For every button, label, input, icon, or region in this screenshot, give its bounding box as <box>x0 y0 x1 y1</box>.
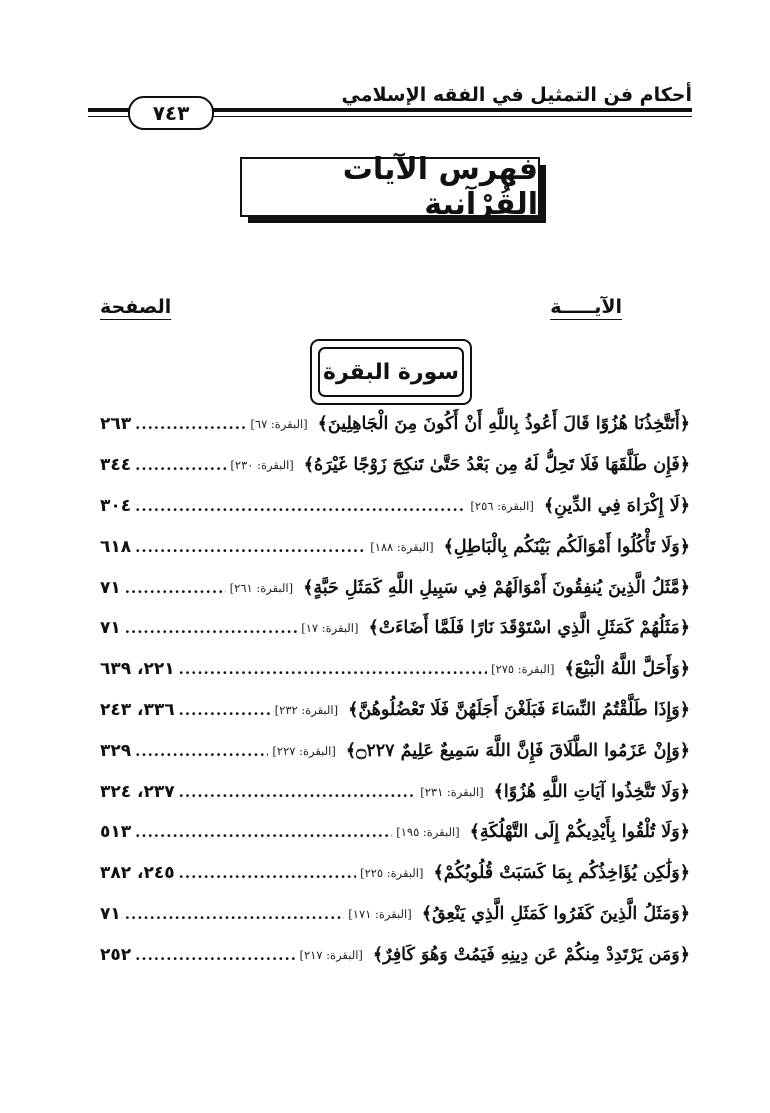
leader-dots <box>135 538 366 556</box>
verse-text: ﴿وَإِنْ عَزَمُوا الطَّلَاقَ فَإِنَّ اللَّهَ سَمِيعٌ عَلِيمٌ ۝٢٢٧﴾ <box>345 740 690 761</box>
leader-dots <box>135 946 295 964</box>
index-entry <box>100 567 690 608</box>
verse-reference: [البقرة: ١٨٨] <box>370 539 434 554</box>
index-entry <box>100 812 690 853</box>
verse-column-header: الآيـــــة <box>550 296 622 318</box>
leader-dots <box>125 905 345 923</box>
verse-text: ﴿لَا إِكْرَاهَ فِي الدِّينِ﴾ <box>543 495 690 516</box>
verse-reference: [البقرة: ٢٦١] <box>229 580 294 595</box>
leader-dots <box>135 497 466 515</box>
page-refs: ٢٦٣ <box>100 414 132 435</box>
index-title: فهرس الآيات القُرْآنية <box>342 152 538 222</box>
leader-dots <box>135 456 226 474</box>
verse-reference: [البقرة: ٢٢٧] <box>272 743 336 758</box>
verse-text: ﴿أَتَتَّخِذُنَا هُزُوًا قَالَ أَعُوذُ بِاللَّهِ أَنْ أَكُونَ مِنَ الْجَاهِلِينَ﴾ <box>317 414 690 435</box>
verse-text: ﴿وَمَثَلُ الَّذِينَ كَفَرُوا كَمَثَلِ الَّذِي يَنْعِقُ﴾ <box>421 903 690 924</box>
verse-text: ﴿وَمَن يَرْتَدِدْ مِنكُمْ عَن دِينِهِ فَيَمُتْ وَهُوَ كَافِرٌ﴾ <box>372 944 690 965</box>
leader-dots <box>179 783 417 801</box>
page-number: ٧٤٣ <box>128 96 214 130</box>
surah-heading: سورة البقرة <box>318 347 464 397</box>
verse-text: ﴿فَإِن طَلَّقَهَا فَلَا تَحِلُّ لَهُ مِن بَعْدُ حَتَّىٰ تَنكِحَ زَوْجًا غَيْرَهُ﴾ <box>303 455 690 476</box>
index-entry <box>100 526 690 567</box>
book-title: أحكام فن التمثيل في الفقه الإسلامي <box>341 84 692 106</box>
page-refs: ٥١٣ <box>100 822 132 843</box>
page-refs: ٢٤٥، ٣٨٢ <box>100 863 175 884</box>
verse-reference: [البقرة: ٢٥٦] <box>470 498 534 513</box>
index-entry <box>100 934 690 975</box>
index-entry <box>100 608 690 649</box>
verse-text: ﴿وَإِذَا طَلَّقْتُمُ النِّسَاءَ فَبَلَغْنَ أَجَلَهُنَّ فَلَا تَعْضُلُوهُنَّ﴾ <box>348 699 690 720</box>
page-refs: ٢٢١، ٦٣٩ <box>100 659 175 680</box>
leader-dots <box>125 579 226 597</box>
verse-text: ﴿مَثَلُهُمْ كَمَثَلِ الَّذِي اسْتَوْقَدَ نَارًا فَلَمَّا أَضَاءَتْ﴾ <box>368 618 690 639</box>
verse-reference: [البقرة: ٢٣١] <box>420 784 484 799</box>
leader-dots <box>179 660 487 678</box>
verse-text: ﴿وَلَٰكِن يُؤَاخِذُكُم بِمَا كَسَبَتْ قُلُوبُكُمْ﴾ <box>433 863 690 884</box>
page-refs: ٢٥٢ <box>100 944 132 965</box>
index-entry <box>100 445 690 486</box>
page-refs: ٣٢٩ <box>100 740 132 761</box>
verse-reference: [البقرة: ٦٧] <box>250 417 308 432</box>
page-refs: ٣٠٤ <box>100 495 132 516</box>
page-refs: ٦١٨ <box>100 536 132 557</box>
page-refs: ٧١ <box>100 577 121 598</box>
verse-reference: [البقرة: ١٧١] <box>348 906 412 921</box>
surah-heading-frame <box>310 339 472 405</box>
leader-dots <box>135 823 392 841</box>
verse-reference: [البقرة: ٢٣٠] <box>230 458 294 473</box>
index-entry <box>100 649 690 690</box>
leader-dots <box>179 864 356 882</box>
verse-reference: [البقرة: ٢٧٥] <box>491 662 555 677</box>
index-title-box <box>240 152 540 222</box>
page-refs: ٧١ <box>100 903 121 924</box>
leader-dots <box>125 619 297 637</box>
verse-text: ﴿وَلَا تَأْكُلُوا أَمْوَالَكُم بَيْنَكُم بِالْبَاطِلِ﴾ <box>443 536 690 557</box>
verse-reference: [البقرة: ٢١٧] <box>299 947 363 962</box>
page-refs: ٣٤٤ <box>100 455 132 476</box>
page-refs: ٧١ <box>100 618 121 639</box>
index-entry <box>100 894 690 935</box>
index-entry <box>100 690 690 731</box>
leader-dots <box>135 742 268 760</box>
leader-dots <box>179 701 271 719</box>
verse-reference: [البقرة: ٢٢٥] <box>360 866 424 881</box>
page-refs: ٢٣٧، ٣٢٤ <box>100 781 175 802</box>
index-entry <box>100 853 690 894</box>
index-entry <box>100 486 690 527</box>
leader-dots <box>135 415 246 433</box>
verse-text: ﴿وَأَحَلَّ اللَّهُ الْبَيْعَ﴾ <box>564 659 690 680</box>
verse-text: ﴿وَلَا تُلْقُوا بِأَيْدِيكُمْ إِلَى التَّهْلُكَةِ﴾ <box>469 822 690 843</box>
verse-reference: [البقرة: ١٧] <box>301 621 359 636</box>
page-column-header: الصفحة <box>100 296 172 318</box>
index-entry <box>100 771 690 812</box>
verse-text: ﴿مَّثَلُ الَّذِينَ يُنفِقُونَ أَمْوَالَهُمْ فِي سَبِيلِ اللَّهِ كَمَثَلِ حَبَّةٍ﴾ <box>303 577 690 598</box>
verse-reference: [البقرة: ٢٣٢] <box>274 702 339 717</box>
index-entry <box>100 404 690 445</box>
verse-text: ﴿وَلَا تَتَّخِذُوا آيَاتِ اللَّهِ هُزُوًا﴾ <box>493 781 690 802</box>
index-entry <box>100 730 690 771</box>
page-refs: ٣٣٦، ٢٤٣ <box>100 699 175 720</box>
verse-reference: [البقرة: ١٩٥] <box>396 825 460 840</box>
verse-index-list <box>100 404 690 975</box>
